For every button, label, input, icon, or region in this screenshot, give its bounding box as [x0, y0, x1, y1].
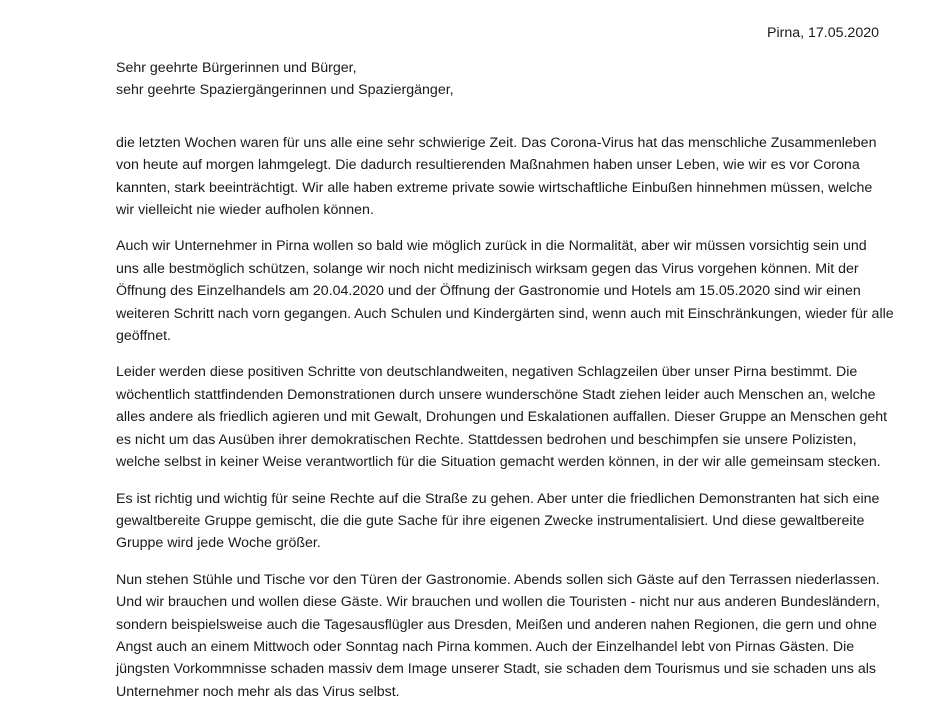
- text-line: Angst auch an einem Mittwoch oder Sonntag nach Pirna kommen. Auch der Einzelhandel lebt von Pirnas Gästen. Die: [116, 638, 855, 655]
- text-line: von heute auf morgen lahmgelegt. Die dadurch resultierenden Maßnahmen haben unser Leben, wie wir es vor Corona: [116, 157, 860, 174]
- text-line: Unternehmer noch mehr als das Virus selbst.: [116, 683, 400, 700]
- text-line: es nicht um das Ausüben ihrer demokratischen Rechte. Stattdessen bedrohen und beschimpfen sie unsere Polizisten,: [116, 431, 857, 448]
- text-line: alles andere als friedlich agieren und mit Gewalt, Drohungen und Eskalationen auffallen. Dieser Gruppe an Menschen geht: [116, 409, 888, 426]
- text-line: Es ist richtig und wichtig für seine Rechte auf die Straße zu gehen. Aber unter die friedlichen Demonstranten hat sich eine: [116, 490, 880, 507]
- letter-date: Pirna, 17.05.2020: [766, 25, 879, 41]
- text-line: die letzten Wochen waren für uns alle eine sehr schwierige Zeit. Das Corona-Virus hat das menschliche Zusammenleben: [116, 134, 877, 151]
- letter-body: [116, 57, 906, 717]
- text-line: gewaltbereite Gruppe gemischt, die die gute Sache für ihre eigenen Zwecke instrumentalisiert. Und diese gewaltbereite: [116, 512, 865, 529]
- text-line: wir vielleicht nie wieder aufholen können.: [116, 202, 374, 219]
- text-line: Nun stehen Stühle und Tische vor den Türen der Gastronomie. Abends sollen sich Gäste auf den Terrassen niederlassen.: [116, 571, 880, 588]
- text-line: Und wir brauchen und wollen diese Gäste. Wir brauchen und wollen die Touristen - nicht nur aus anderen Bundesländern,: [116, 594, 880, 611]
- text-line: Öffnung des Einzelhandels am 20.04.2020 und der Öffnung der Gastronomie und Hotels am 15.05.2020 sind wir einen: [116, 283, 861, 300]
- salutation: [116, 57, 906, 102]
- text-line: jüngsten Vorkommnisse schaden massiv dem Image unserer Stadt, sie schaden dem Tourismus und sie schaden uns als: [116, 661, 876, 678]
- text-line: Auch wir Unternehmer in Pirna wollen so bald wie möglich zurück in die Normalität, aber wir müssen vorsichtig sein und: [116, 238, 867, 255]
- paragraph-1: [116, 132, 906, 222]
- text-line: sondern beispielsweise auch die Tagesausflügler aus Dresden, Meißen und anderen nahen Regionen, die gern und ohne: [116, 616, 877, 633]
- paragraph-5: [116, 569, 906, 703]
- paragraph-4: [116, 488, 906, 555]
- paragraph-2: [116, 235, 906, 347]
- salutation-line: Sehr geehrte Bürgerinnen und Bürger,: [116, 60, 357, 76]
- text-line: uns alle bestmöglich schützen, solange wir noch nicht medizinisch wirksam gegen das Virus vorgehen können. Mit der: [116, 260, 859, 277]
- text-line: wöchentlich stattfindenden Demonstrationen durch unsere wunderschöne Stadt ziehen leider auch Menschen an, welche: [116, 386, 876, 403]
- text-line: geöffnet.: [116, 328, 171, 345]
- text-line: Gruppe wird jede Woche größer.: [116, 535, 321, 552]
- text-line: welche selbst in keiner Weise verantwortlich für die Situation gemacht werden können, in der wir alle gemeinsam stecken.: [116, 454, 881, 471]
- salutation-line: sehr geehrte Spaziergängerinnen und Spaziergänger,: [116, 82, 454, 99]
- text-line: kannten, stark beeinträchtigt. Wir alle haben extreme private sowie wirtschaftliche Einbußen hinnehmen müssen, welche: [116, 179, 873, 196]
- paragraph-3: [116, 361, 906, 473]
- text-line: weiteren Schritt nach vorn gegangen. Auch Schulen und Kindergärten sind, wenn auch mit Einschränkungen, wieder für alle: [116, 305, 894, 322]
- text-line: Leider werden diese positiven Schritte von deutschlandweiten, negativen Schlagzeilen über unser Pirna bestimmt. Die: [116, 364, 858, 381]
